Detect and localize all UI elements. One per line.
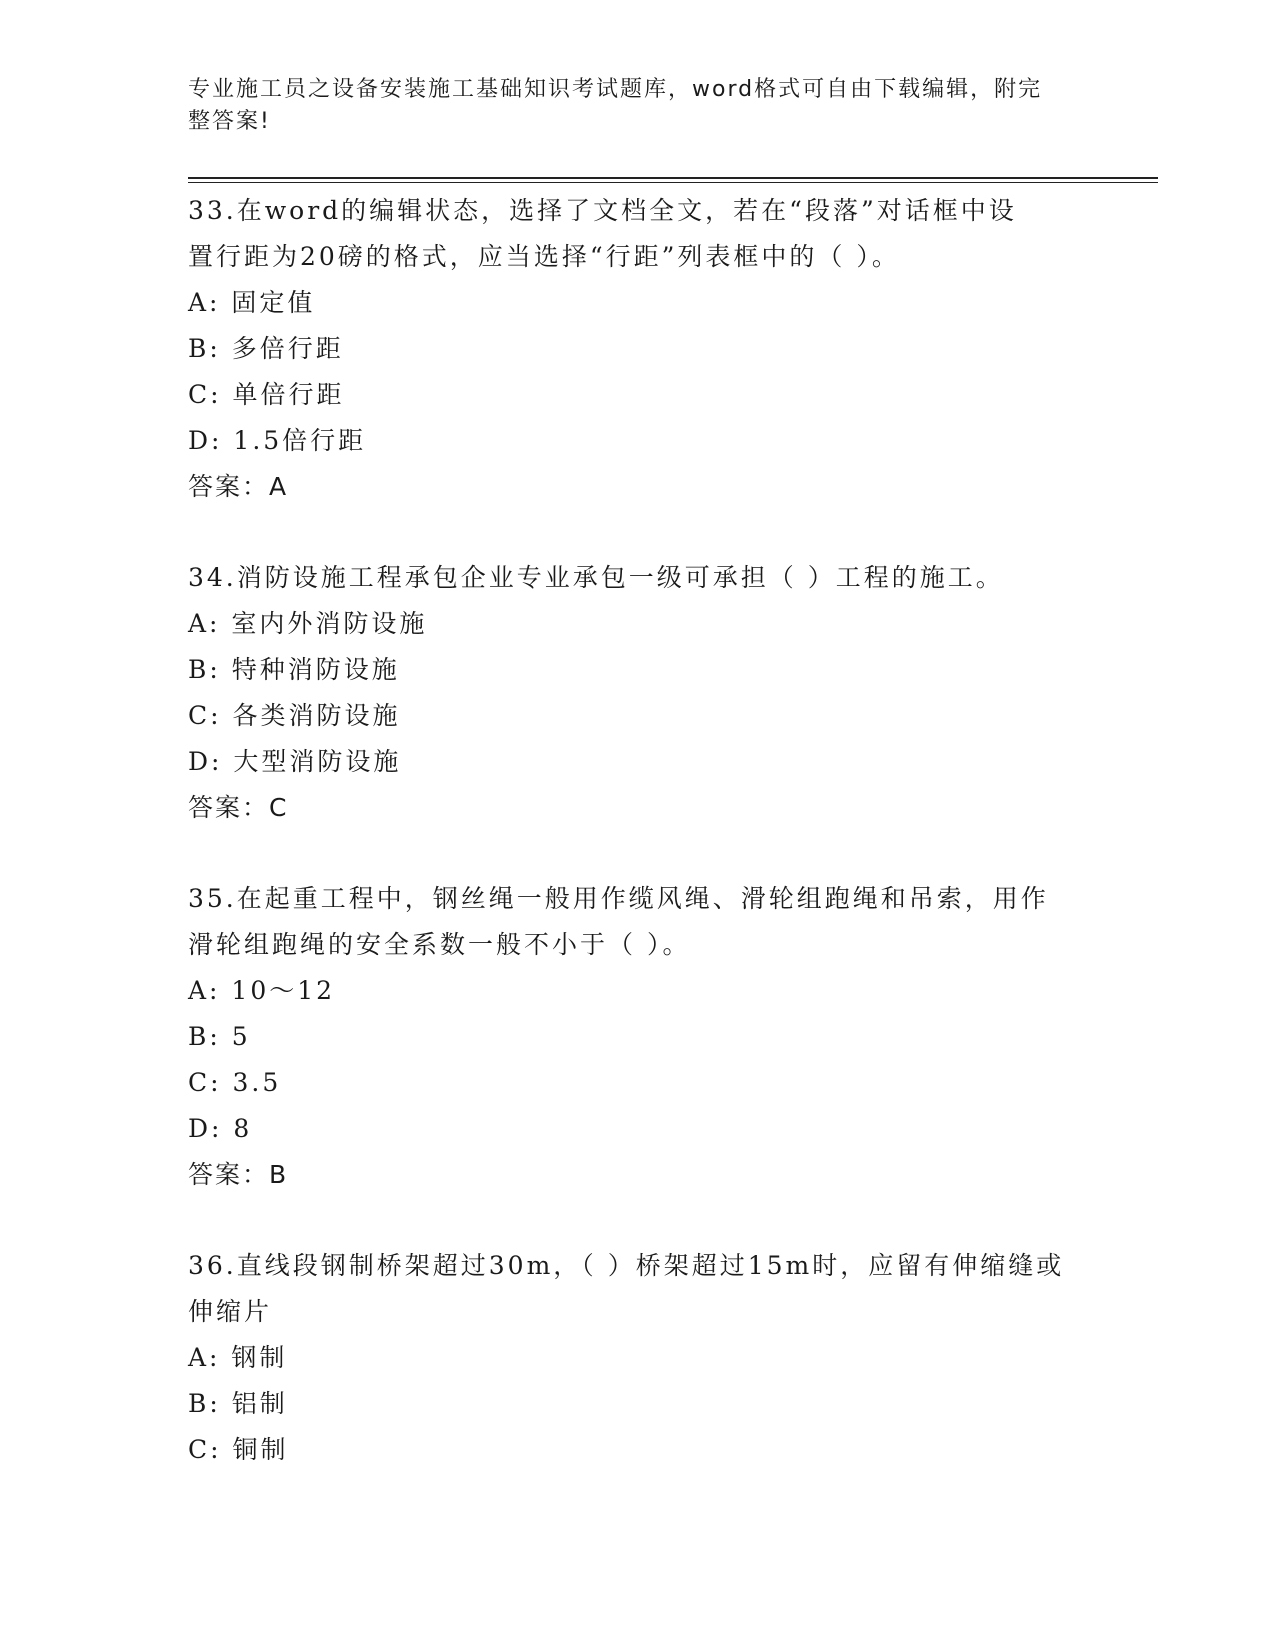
- option-d: D: 大型消防设施: [188, 747, 402, 776]
- option-a: A: 固定值: [188, 288, 316, 317]
- option-b: B: 多倍行距: [188, 334, 344, 363]
- question-stem-line: 33.在word的编辑状态，选择了文档全文，若在“段落”对话框中设: [188, 196, 1017, 225]
- question-list: [188, 188, 1088, 1473]
- option-c: C: 单倍行距: [188, 380, 345, 409]
- question-34: [188, 555, 1088, 831]
- question-stem-line: 伸缩片: [188, 1297, 273, 1326]
- header-line-2: 整答案!: [188, 109, 271, 134]
- option-c: C: 各类消防设施: [188, 701, 401, 730]
- spacer: [188, 831, 1088, 876]
- header-divider-thin: [188, 182, 1158, 183]
- option-d: D: 1.5倍行距: [188, 426, 367, 455]
- question-36: [188, 1243, 1088, 1473]
- question-stem-line: 滑轮组跑绳的安全系数一般不小于（ ）。: [188, 930, 691, 959]
- option-a: A: 10～12: [188, 976, 336, 1005]
- option-c: C: 3.5: [188, 1068, 282, 1097]
- question-stem-line: 36.直线段钢制桥架超过30m，（ ）桥架超过15m时，应留有伸缩缝或: [188, 1251, 1065, 1280]
- answer: 答案：B: [188, 1160, 289, 1189]
- spacer: [188, 510, 1088, 555]
- answer: 答案：C: [188, 793, 289, 822]
- answer: 答案：A: [188, 472, 289, 501]
- option-d: D: 8: [188, 1114, 253, 1143]
- option-c: C: 铜制: [188, 1435, 289, 1464]
- question-33: [188, 188, 1088, 510]
- option-b: B: 铝制: [188, 1389, 288, 1418]
- option-a: A: 钢制: [188, 1343, 288, 1372]
- option-b: B: 5: [188, 1022, 251, 1051]
- document-header: [188, 74, 1068, 138]
- question-35: [188, 876, 1088, 1198]
- question-stem-line: 35.在起重工程中，钢丝绳一般用作缆风绳、滑轮组跑绳和吊索，用作: [188, 884, 1049, 913]
- header-divider-thick: [188, 177, 1158, 179]
- question-stem-line: 34.消防设施工程承包企业专业承包一级可承担（ ）工程的施工。: [188, 563, 1004, 592]
- option-b: B: 特种消防设施: [188, 655, 400, 684]
- option-a: A: 室内外消防设施: [188, 609, 428, 638]
- header-line-1: 专业施工员之设备安装施工基础知识考试题库，word格式可自由下载编辑，附完: [188, 77, 1043, 102]
- question-stem-line: 置行距为20磅的格式，应当选择“行距”列表框中的（ ）。: [188, 242, 900, 271]
- spacer: [188, 1198, 1088, 1243]
